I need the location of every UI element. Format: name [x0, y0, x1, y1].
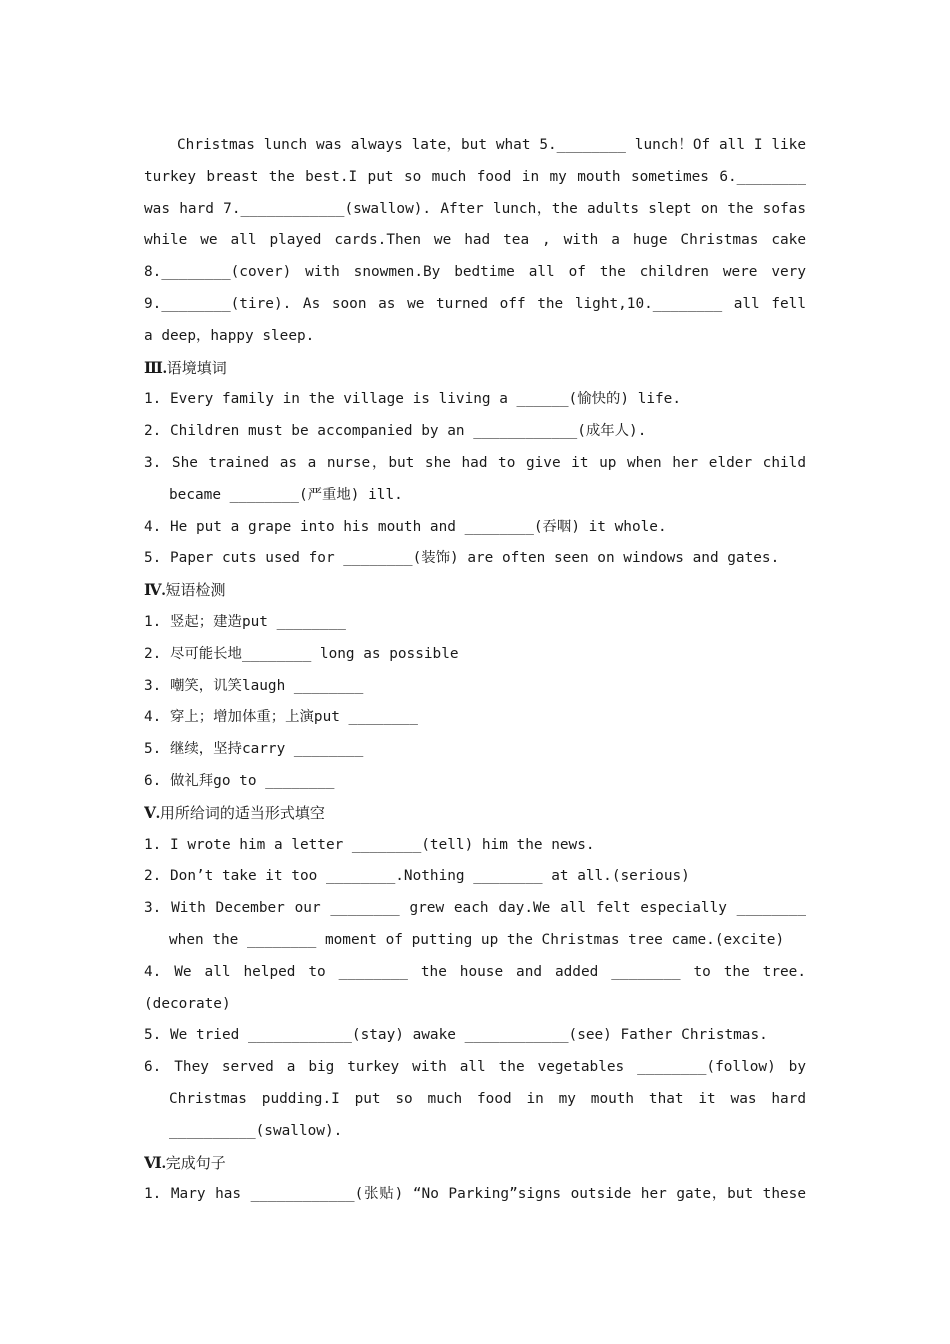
section-heading: [144, 575, 806, 607]
section-numeral: Ⅴ.: [144, 804, 160, 822]
exercise-line: __________(swallow).: [169, 1122, 343, 1139]
section-4: [144, 575, 806, 798]
passage-line: 9.________(tire). As soon as we turned off the light,10.________ all fell: [144, 295, 806, 312]
section-3: [144, 353, 806, 576]
exercise-line: 1. 竖起；建造put ________: [144, 613, 346, 630]
worksheet-page: [144, 130, 806, 1211]
section-title: 短语检测: [165, 581, 226, 600]
exercise-line: became ________(严重地) ill.: [169, 486, 403, 503]
exercise-line: 1. I wrote him a letter ________(tell) him the news.: [144, 836, 595, 853]
exercise-line: 5. 继续，坚持carry ________: [144, 741, 364, 758]
exercise-line: 3. She trained as a nurse，but she had to give it up when her elder child: [144, 454, 806, 471]
section-heading: [144, 798, 806, 830]
cloze-passage: [144, 130, 806, 353]
section-numeral: Ⅲ.: [144, 359, 167, 377]
passage-line: while we all played cards.Then we had tea , with a huge Christmas cake: [144, 232, 806, 249]
exercise-line: 4. 穿上；增加体重；上演put ________: [144, 709, 418, 726]
exercise-line: 6. They served a big turkey with all the vegetables ________(follow) by: [144, 1059, 806, 1076]
passage-line: turkey breast the best.I put so much food in my mouth sometimes 6.________: [144, 168, 806, 185]
section-title: 语境填词: [166, 358, 227, 377]
exercise-line: when the ________ moment of putting up the Christmas tree came.(excite): [169, 931, 785, 948]
section-numeral: Ⅳ.: [144, 582, 166, 600]
exercise-line: 2. Don’t take it too ________.Nothing ________ at all.(serious): [144, 868, 690, 885]
section-title: 完成句子: [165, 1153, 226, 1172]
exercise-line: 6. 做礼拜go to ________: [144, 772, 335, 789]
section-5: [144, 798, 806, 1148]
passage-line: 8.________(cover) with snowmen.By bedtime all of the children were very: [144, 264, 806, 281]
exercise-line: 4. We all helped to ________ the house and added ________ to the tree.: [144, 963, 806, 980]
exercise-line: 4. He put a grape into his mouth and ________(吞咽) it whole.: [144, 518, 667, 535]
section-6: [144, 1148, 806, 1212]
exercise-line: 3. With December our ________ grew each day.We all felt especially ________: [144, 900, 806, 917]
exercise-line: 1. Mary has ____________(张贴) “No Parking”signs outside her gate，but these: [144, 1186, 806, 1203]
exercise-line: 2. Children must be accompanied by an ____________(成年人).: [144, 423, 647, 440]
exercise-line: 5. We tried ____________(stay) awake ____________(see) Father Christmas.: [144, 1027, 768, 1044]
section-numeral: Ⅵ.: [144, 1154, 166, 1172]
exercise-line: 3. 嘲笑，讥笑laugh ________: [144, 677, 364, 694]
exercise-line: Christmas pudding.I put so much food in my mouth that it was hard: [169, 1090, 806, 1107]
exercise-line: (decorate): [144, 995, 231, 1012]
exercise-line: 1. Every family in the village is living a ______(愉快的) life.: [144, 391, 682, 408]
passage-line: a deep，happy sleep.: [144, 327, 315, 344]
exercise-line: 2. 尽可能长地________ long as possible: [144, 645, 459, 662]
exercise-line: 5. Paper cuts used for ________(装饰) are often seen on windows and gates.: [144, 550, 780, 567]
passage-line: was hard 7.____________(swallow). After lunch，the adults slept on the sofas: [144, 200, 806, 217]
section-heading: [144, 353, 806, 385]
section-heading: [144, 1148, 806, 1180]
passage-line: Christmas lunch was always late，but what 5.________ lunch！Of all I like: [177, 137, 806, 153]
section-title: 用所给词的适当形式填空: [159, 803, 325, 822]
